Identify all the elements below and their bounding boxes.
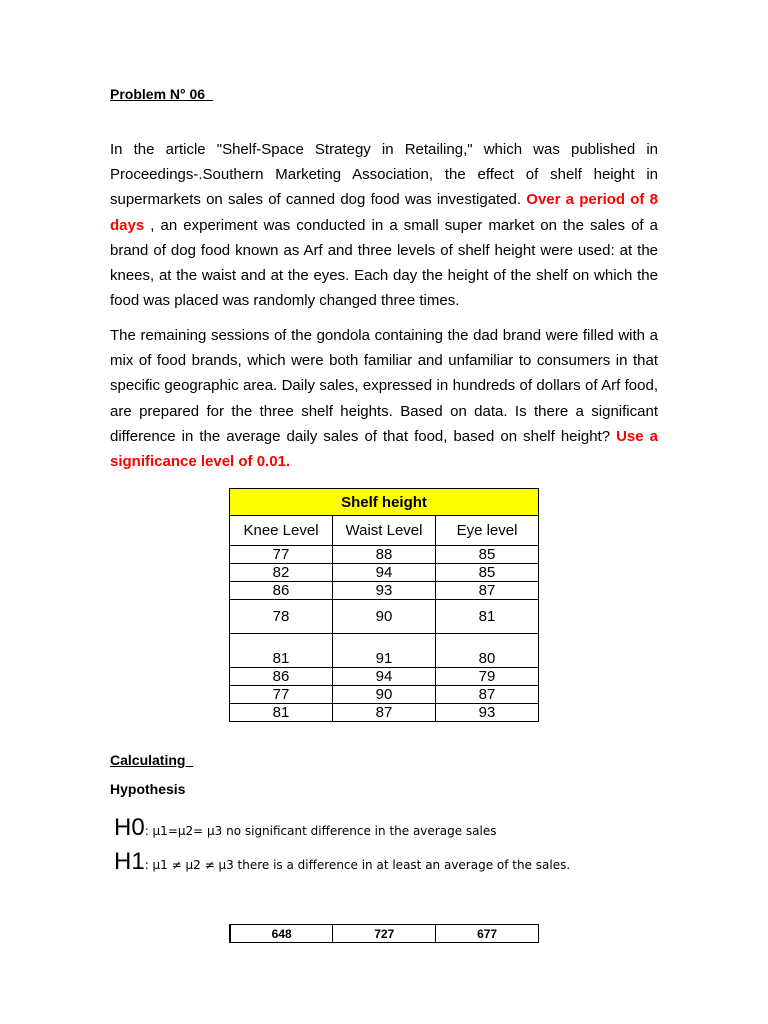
h1-symbol: H1 [114, 848, 145, 875]
total-eye: 677 [436, 925, 539, 943]
table-cell: 77 [230, 546, 333, 564]
paragraph-intro-text-b: , an experiment was conducted in a small super market on the sales of a brand of dog food known as Arf and three levels of shelf height were used: at the knees, at the waist and at the eyes. Each day the height of the shelf on which the food was placed was randomly changed three times. [110, 216, 658, 310]
shelf-table-column-knee: Knee Level [230, 516, 333, 546]
problem-title: Problem N° 06 [110, 86, 213, 102]
table-cell: 90 [333, 686, 436, 704]
table-row [230, 582, 539, 600]
table-cell: 79 [436, 668, 539, 686]
table-cell: 81 [230, 634, 333, 668]
table-cell: 81 [436, 600, 539, 634]
table-row [230, 704, 539, 722]
table-cell: 91 [333, 634, 436, 668]
table-cell: 87 [436, 686, 539, 704]
table-row [230, 564, 539, 582]
paragraph-question [110, 323, 658, 474]
table-row [230, 546, 539, 564]
table-cell: 88 [333, 546, 436, 564]
table-cell: 94 [333, 668, 436, 686]
table-cell: 85 [436, 546, 539, 564]
table-cell: 93 [333, 582, 436, 600]
shelf-height-table [229, 488, 539, 722]
paragraph-question-text: The remaining sessions of the gondola containing the dad brand were filled with a mix of food brands, which were both familiar and unfamiliar to consumers in that specific geographic area. Daily sales, expressed in hundreds of dollars of Arf food, are prepared for the three shelf heights. Based on data. Is there a significant difference in the average daily sales of that food, based on shelf height? [110, 327, 658, 445]
table-cell: 78 [230, 600, 333, 634]
shelf-table-header: Shelf height [230, 489, 539, 516]
h1-text: : μ1 ≠ μ2 ≠ μ3 there is a difference in at least an average of the sales. [144, 858, 571, 872]
table-cell: 87 [436, 582, 539, 600]
table-row [230, 668, 539, 686]
table-row [230, 925, 539, 943]
table-cell: 85 [436, 564, 539, 582]
table-cell: 80 [436, 634, 539, 668]
table-row [230, 686, 539, 704]
table-cell: 86 [230, 668, 333, 686]
table-cell: 82 [230, 564, 333, 582]
table-cell: 93 [436, 704, 539, 722]
totals-table [229, 924, 539, 943]
hypothesis-label: Hypothesis [110, 781, 186, 797]
paragraph-intro-highlight: Over a period of 8 days [110, 191, 658, 234]
total-knee: 648 [230, 925, 333, 943]
h0-text: : μ1=μ2= μ3 no significant difference in the average sales [144, 824, 497, 838]
null-hypothesis [114, 814, 496, 842]
table-cell: 94 [333, 564, 436, 582]
shelf-table-column-waist: Waist Level [333, 516, 436, 546]
table-cell: 77 [230, 686, 333, 704]
paragraph-intro [110, 137, 658, 313]
h0-symbol: H0 [114, 814, 145, 841]
table-cell: 81 [230, 704, 333, 722]
table-row [230, 634, 539, 668]
table-cell: 86 [230, 582, 333, 600]
paragraph-intro-text-a: In the article "Shelf-Space Strategy in Retailing," which was published in Proceedings-.Southern Marketing Association, the effect of shelf height in supermarkets on sales of canned dog food was investigated. [110, 141, 658, 209]
calculating-title: Calculating [110, 752, 194, 768]
paragraph-question-highlight: Use a significance level of 0.01. [110, 427, 658, 471]
table-row [230, 600, 539, 634]
table-cell: 90 [333, 600, 436, 634]
total-waist: 727 [333, 925, 436, 943]
table-cell: 87 [333, 704, 436, 722]
shelf-table-column-eye: Eye level [436, 516, 539, 546]
alternative-hypothesis [114, 848, 570, 876]
